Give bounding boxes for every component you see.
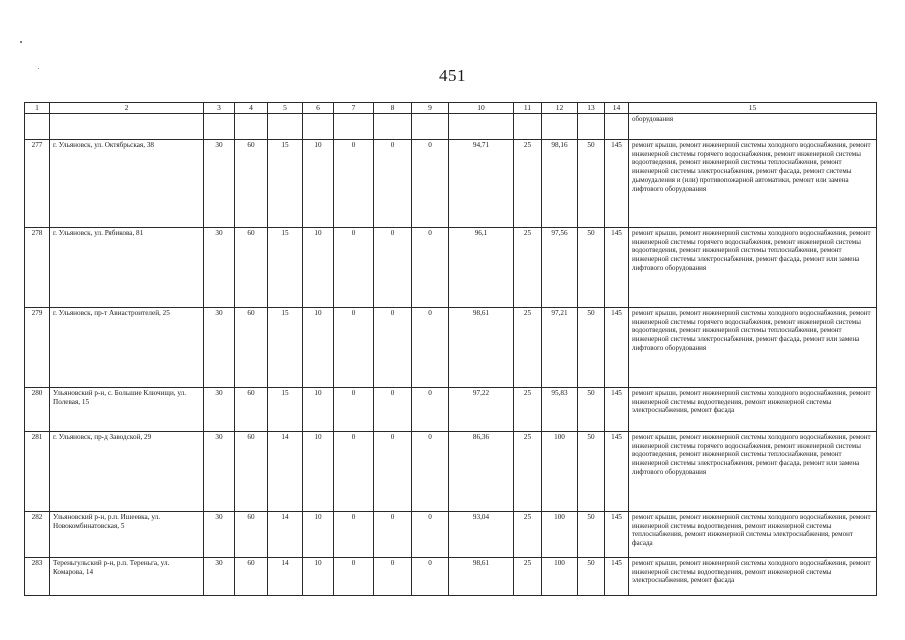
value-cell: 98,61 [449,308,514,388]
works-cell: ремонт крыши, ремонт инженерной системы холодного водоснабжения, ремонт инженерной системы горячего водоснабжения, ремонт инженерной системы водоотведения, ремонт инженерной системы теплоснабжения, ремонт инженерной системы электроснабжения, ремонт фасада, ремонт или замена лифтового оборудования [629,432,877,512]
value-cell: 96,1 [449,228,514,308]
value-cell: 94,71 [449,140,514,228]
value-cell: 145 [605,512,629,558]
value-cell: 0 [412,558,449,596]
value-cell: 14 [268,432,303,512]
row-number: 277 [25,140,50,228]
row-number: 278 [25,228,50,308]
row-number: 282 [25,512,50,558]
value-cell: 0 [374,558,412,596]
column-number: 13 [578,103,605,114]
value-cell: 86,36 [449,432,514,512]
column-number: 5 [268,103,303,114]
scan-speck [38,68,39,69]
value-cell: 25 [514,432,542,512]
value-cell: 97,22 [449,388,514,432]
column-number: 8 [374,103,412,114]
column-number: 12 [542,103,578,114]
value-cell: 30 [204,388,235,432]
address-cell: г. Ульяновск, ул. Октябрьская, 38 [50,140,204,228]
works-cell: ремонт крыши, ремонт инженерной системы холодного водоснабжения, ремонт инженерной системы водоотведения, ремонт инженерной системы электроснабжения, ремонт фасада [629,558,877,596]
value-cell: 0 [374,388,412,432]
column-number: 11 [514,103,542,114]
repair-register-table [24,102,877,596]
table-row [25,388,877,432]
value-cell: 30 [204,432,235,512]
value-cell: 0 [334,308,374,388]
works-cell: ремонт крыши, ремонт инженерной системы холодного водоснабжения, ремонт инженерной системы горячего водоснабжения, ремонт инженерной системы водоотведения, ремонт инженерной системы теплоснабжения, ремонт инженерной системы электроснабжения, ремонт фасада, ремонт или замена лифтового оборудования [629,228,877,308]
value-cell: 98,61 [449,558,514,596]
works-cell: ремонт крыши, ремонт инженерной системы холодного водоснабжения, ремонт инженерной системы горячего водоснабжения, ремонт инженерной системы водоотведения, ремонт инженерной системы теплоснабжения, ремонт инженерной системы электроснабжения, ремонт фасада, ремонт или замена лифтового оборудования [629,308,877,388]
value-cell: 30 [204,512,235,558]
value-cell: 15 [268,140,303,228]
value-cell: 60 [235,308,268,388]
column-number: 15 [629,103,877,114]
value-cell: 0 [334,140,374,228]
value-cell: 0 [412,432,449,512]
works-cell: ремонт крыши, ремонт инженерной системы холодного водоснабжения, ремонт инженерной системы горячего водоснабжения, ремонт инженерной системы водоотведения, ремонт инженерной системы теплоснабжения, ремонт инженерной системы электроснабжения, ремонт фасада, ремонт системы дымоудаления и (или) противопожарной автоматики, ремонт или замена лифтового оборудования [629,140,877,228]
value-cell: 0 [334,512,374,558]
value-cell: 100 [542,432,578,512]
value-cell: 60 [235,432,268,512]
value-cell: 14 [268,512,303,558]
scan-speck [20,41,22,43]
value-cell: 95,83 [542,388,578,432]
value-cell: 97,21 [542,308,578,388]
address-cell: Ульяновский р-н, с. Большие Ключищи, ул. Полевая, 15 [50,388,204,432]
value-cell: 10 [303,388,334,432]
value-cell: 50 [578,228,605,308]
value-cell: 0 [412,512,449,558]
value-cell: 0 [334,558,374,596]
value-cell: 145 [605,228,629,308]
value-cell: 98,16 [542,140,578,228]
value-cell: 145 [605,308,629,388]
value-cell: 97,56 [542,228,578,308]
column-number: 10 [449,103,514,114]
works-cell: оборудования [629,114,877,140]
value-cell: 30 [204,228,235,308]
value-cell: 0 [334,388,374,432]
value-cell: 10 [303,140,334,228]
row-number: 279 [25,308,50,388]
value-cell: 145 [605,558,629,596]
table-row [25,558,877,596]
value-cell: 10 [303,558,334,596]
value-cell: 50 [578,558,605,596]
column-number: 6 [303,103,334,114]
value-cell: 60 [235,388,268,432]
value-cell: 60 [235,140,268,228]
value-cell: 30 [204,140,235,228]
value-cell: 25 [514,308,542,388]
value-cell: 0 [334,432,374,512]
row-number: 283 [25,558,50,596]
address-cell: Тереньгульский р-н, р.п. Тереньга, ул. Комарова, 14 [50,558,204,596]
value-cell: 0 [412,388,449,432]
value-cell: 30 [204,558,235,596]
column-number: 1 [25,103,50,114]
value-cell: 145 [605,432,629,512]
value-cell: 50 [578,308,605,388]
table-row [25,228,877,308]
column-number: 7 [334,103,374,114]
value-cell: 10 [303,512,334,558]
value-cell: 145 [605,388,629,432]
value-cell: 25 [514,140,542,228]
address-cell: г. Ульяновск, ул. Рябикова, 81 [50,228,204,308]
value-cell: 100 [542,512,578,558]
value-cell: 0 [334,228,374,308]
column-number: 2 [50,103,204,114]
value-cell: 14 [268,558,303,596]
table-row [25,308,877,388]
value-cell: 50 [578,432,605,512]
continuation-row [25,114,877,140]
value-cell: 25 [514,512,542,558]
value-cell: 50 [578,512,605,558]
table-row [25,140,877,228]
value-cell: 0 [412,140,449,228]
value-cell: 15 [268,308,303,388]
works-cell: ремонт крыши, ремонт инженерной системы холодного водоснабжения, ремонт инженерной системы водоотведения, ремонт инженерной системы электроснабжения, ремонт фасада [629,388,877,432]
value-cell: 0 [412,308,449,388]
address-cell: Ульяновский р-н, р.п. Ишеевка, ул. Новокомбинатовская, 5 [50,512,204,558]
row-number: 281 [25,432,50,512]
value-cell: 10 [303,308,334,388]
column-number: 9 [412,103,449,114]
address-cell: г. Ульяновск, пр-д Заводской, 29 [50,432,204,512]
column-number: 4 [235,103,268,114]
value-cell: 100 [542,558,578,596]
column-number-row [25,103,877,114]
value-cell: 60 [235,558,268,596]
value-cell: 145 [605,140,629,228]
value-cell: 93,04 [449,512,514,558]
address-cell: г. Ульяновск, пр-т Авиастроителей, 25 [50,308,204,388]
value-cell: 0 [374,308,412,388]
page-number: 451 [439,66,466,85]
value-cell: 0 [412,228,449,308]
table-row [25,512,877,558]
value-cell: 25 [514,228,542,308]
column-number: 3 [204,103,235,114]
value-cell: 15 [268,388,303,432]
value-cell: 10 [303,228,334,308]
value-cell: 10 [303,432,334,512]
value-cell: 25 [514,558,542,596]
table-row [25,432,877,512]
value-cell: 0 [374,228,412,308]
value-cell: 50 [578,388,605,432]
value-cell: 0 [374,512,412,558]
value-cell: 15 [268,228,303,308]
value-cell: 60 [235,512,268,558]
works-cell: ремонт крыши, ремонт инженерной системы холодного водоснабжения, ремонт инженерной системы водоотведения, ремонт инженерной системы теплоснабжения, ремонт инженерной системы электроснабжения, ремонт фасада [629,512,877,558]
row-number: 280 [25,388,50,432]
value-cell: 0 [374,140,412,228]
value-cell: 50 [578,140,605,228]
value-cell: 30 [204,308,235,388]
value-cell: 25 [514,388,542,432]
value-cell: 0 [374,432,412,512]
column-number: 14 [605,103,629,114]
value-cell: 60 [235,228,268,308]
